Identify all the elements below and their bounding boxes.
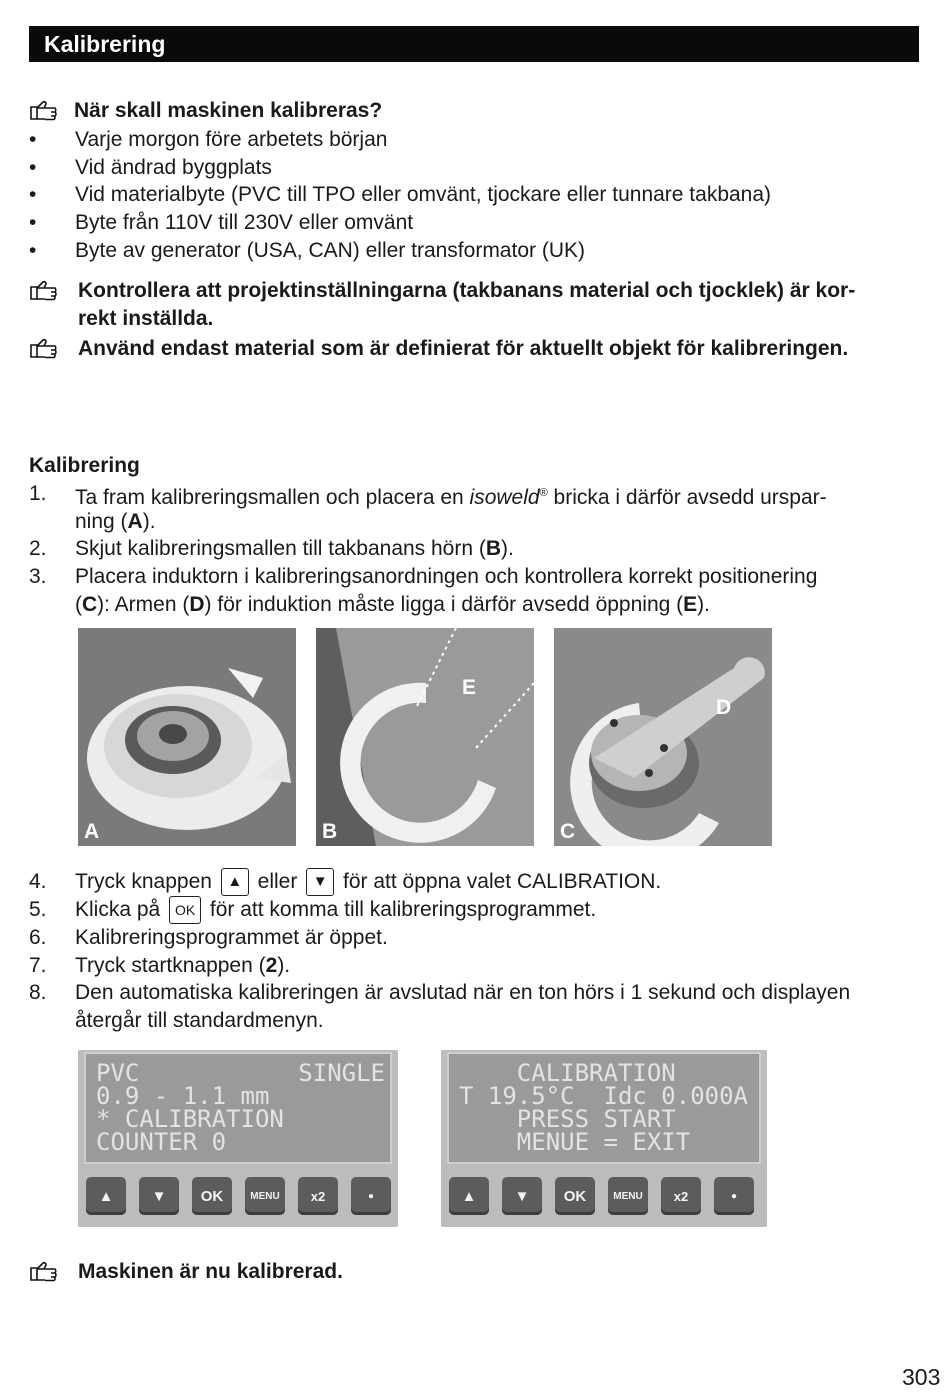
lcd-row: PVC SINGLE — [96, 1059, 385, 1087]
step-8-continued: återgår till standardmenyn. — [75, 1009, 324, 1032]
step-5-text — [75, 896, 596, 924]
paren: ( — [75, 593, 82, 616]
check-settings-note: Kontrollera att projektinställningarna (takbanans material och tjocklek) är kor- — [78, 279, 856, 302]
step-number: 6. — [29, 926, 47, 949]
step-number: 5. — [29, 898, 47, 921]
pointing-hand-icon — [29, 338, 67, 360]
bullet-glyph: • — [29, 211, 37, 234]
up-arrow-icon: ▲ — [86, 1177, 126, 1215]
photo-inductor-positioned — [554, 628, 772, 846]
up-arrow-icon: ▲ — [449, 1177, 489, 1215]
step-2-suffix: ). — [501, 537, 514, 560]
step-3-mid: ): Armen ( — [97, 593, 190, 616]
lcd-row: COUNTER 0 — [96, 1128, 227, 1156]
ref-letter: E — [683, 593, 698, 616]
photo-template-with-washer — [78, 628, 296, 846]
display-photo-menu — [78, 1050, 398, 1227]
bullet-glyph: • — [29, 183, 37, 206]
lcd-row: MENUE = EXIT — [459, 1128, 691, 1156]
step-1-prefix: Ta fram kalibreringsmallen och placera en — [75, 486, 470, 509]
template-illustration — [78, 628, 296, 846]
photo-label: C — [560, 820, 576, 843]
lcd-button-row — [445, 1177, 763, 1221]
list-item: Vid materialbyte (PVC till TPO eller omvänt, tjockare eller tunnare takbana) — [75, 183, 772, 206]
when-heading: När skall maskinen kalibreras? — [74, 99, 383, 122]
step-1-text — [75, 480, 827, 511]
step-3-text: Placera induktorn i kalibreringsanordningen och kontrollera korrekt positionering — [75, 565, 818, 588]
step-4-text — [75, 868, 661, 896]
ref-letter: C — [82, 593, 98, 616]
list-item: Byte från 110V till 230V eller omvänt — [75, 211, 414, 234]
ok-key-icon: OK — [169, 896, 201, 924]
step-number: 1. — [29, 482, 47, 505]
step-1-suffix: bricka i därför avsedd urspar- — [547, 486, 827, 509]
down-arrow-key-icon: ▼ — [306, 868, 334, 896]
pointing-hand-icon — [29, 1261, 67, 1283]
ok-button-label: OK — [192, 1177, 232, 1215]
ref-letter: A — [127, 510, 143, 533]
step-2-text — [75, 535, 514, 562]
bullet-glyph: • — [29, 156, 37, 179]
down-arrow-icon: ▼ — [502, 1177, 542, 1215]
step-6-text: Kalibreringsprogrammet är öppet. — [75, 926, 388, 949]
step-4-prefix: Tryck knappen — [75, 870, 212, 893]
step-number: 8. — [29, 981, 47, 1004]
list-item: Byte av generator (USA, CAN) eller transformator (UK) — [75, 239, 585, 262]
inductor-illustration — [554, 628, 772, 846]
page-title: Kalibrering — [44, 31, 166, 57]
lcd-screen — [447, 1052, 761, 1164]
lcd-row: PRESS START — [459, 1105, 676, 1133]
start-button-icon: ● — [351, 1177, 391, 1215]
photo-callout: E — [462, 676, 477, 699]
step-7-text — [75, 952, 290, 979]
ref-letter: D — [189, 593, 205, 616]
step-7-prefix: Tryck startknappen ( — [75, 954, 266, 977]
check-settings-note-cont: rekt inställda. — [78, 307, 214, 330]
display-photo-calibration — [441, 1050, 767, 1227]
list-item: Vid ändrad byggplats — [75, 156, 272, 179]
step-1-cont-prefix: ning ( — [75, 510, 128, 533]
ref-letter: B — [485, 537, 502, 560]
registered-mark: ® — [539, 487, 548, 499]
step-3-mid2: ) för induktion måste ligga i därför avsedd öppning ( — [204, 593, 684, 616]
ref-number: 2 — [265, 954, 278, 977]
start-button-icon: ● — [714, 1177, 754, 1215]
photo-label: A — [84, 820, 100, 843]
step-8-text: Den automatiska kalibreringen är avslutad när en ton hörs i 1 sekund och displayen — [75, 981, 851, 1004]
material-note: Använd endast material som är definierat för aktuellt objekt för kalibreringen. — [78, 337, 849, 360]
ok-button-label: OK — [555, 1177, 595, 1215]
pointing-hand-icon — [29, 280, 67, 302]
lcd-screen — [84, 1052, 392, 1164]
step-number: 7. — [29, 954, 47, 977]
step-number: 4. — [29, 870, 47, 893]
photo-callout: D — [716, 696, 732, 719]
lcd-row: T 19.5°C Idc 0.000A — [459, 1082, 748, 1110]
step-7-suffix: ). — [277, 954, 291, 977]
step-2-prefix: Skjut kalibreringsmallen till takbanans hörn ( — [75, 537, 486, 560]
section-title-bar — [29, 26, 919, 62]
step-4-or: eller — [257, 870, 298, 893]
photo-label: B — [322, 820, 338, 843]
step-3-end: ). — [697, 593, 710, 616]
list-item: Varje morgon före arbetets början — [75, 128, 388, 151]
lcd-row: CALIBRATION — [459, 1059, 676, 1087]
step-number: 2. — [29, 537, 47, 560]
lcd-button-row — [82, 1177, 394, 1221]
pointing-hand-icon — [29, 100, 67, 122]
step-number: 3. — [29, 565, 47, 588]
step-1-cont-suffix: ). — [142, 510, 156, 533]
down-arrow-icon: ▼ — [139, 1177, 179, 1215]
step-5-prefix: Klicka på — [75, 898, 161, 921]
calibration-heading: Kalibrering — [29, 454, 140, 477]
step-5-suffix: för att komma till kalibreringsprogrammet. — [209, 898, 597, 921]
final-note: Maskinen är nu kalibrerad. — [78, 1260, 343, 1283]
bullet-glyph: • — [29, 128, 37, 151]
lcd-row: * CALIBRATION — [96, 1105, 284, 1133]
menu-button-label: MENU — [608, 1177, 648, 1215]
up-arrow-key-icon: ▲ — [221, 868, 249, 896]
photo-template-at-corner — [316, 628, 534, 846]
menu-button-label: MENU — [245, 1177, 285, 1215]
bullet-glyph: • — [29, 239, 37, 262]
step-3-continued — [75, 591, 710, 618]
lcd-row: 0.9 - 1.1 mm — [96, 1082, 270, 1110]
corner-illustration — [316, 628, 534, 846]
step-1-continued — [75, 508, 156, 535]
page-number: 303 — [902, 1364, 941, 1390]
x2-button-label: x2 — [661, 1177, 701, 1215]
brand-name: isoweld — [469, 486, 540, 509]
x2-button-label: x2 — [298, 1177, 338, 1215]
step-4-suffix: för att öppna valet CALIBRATION. — [343, 870, 662, 893]
